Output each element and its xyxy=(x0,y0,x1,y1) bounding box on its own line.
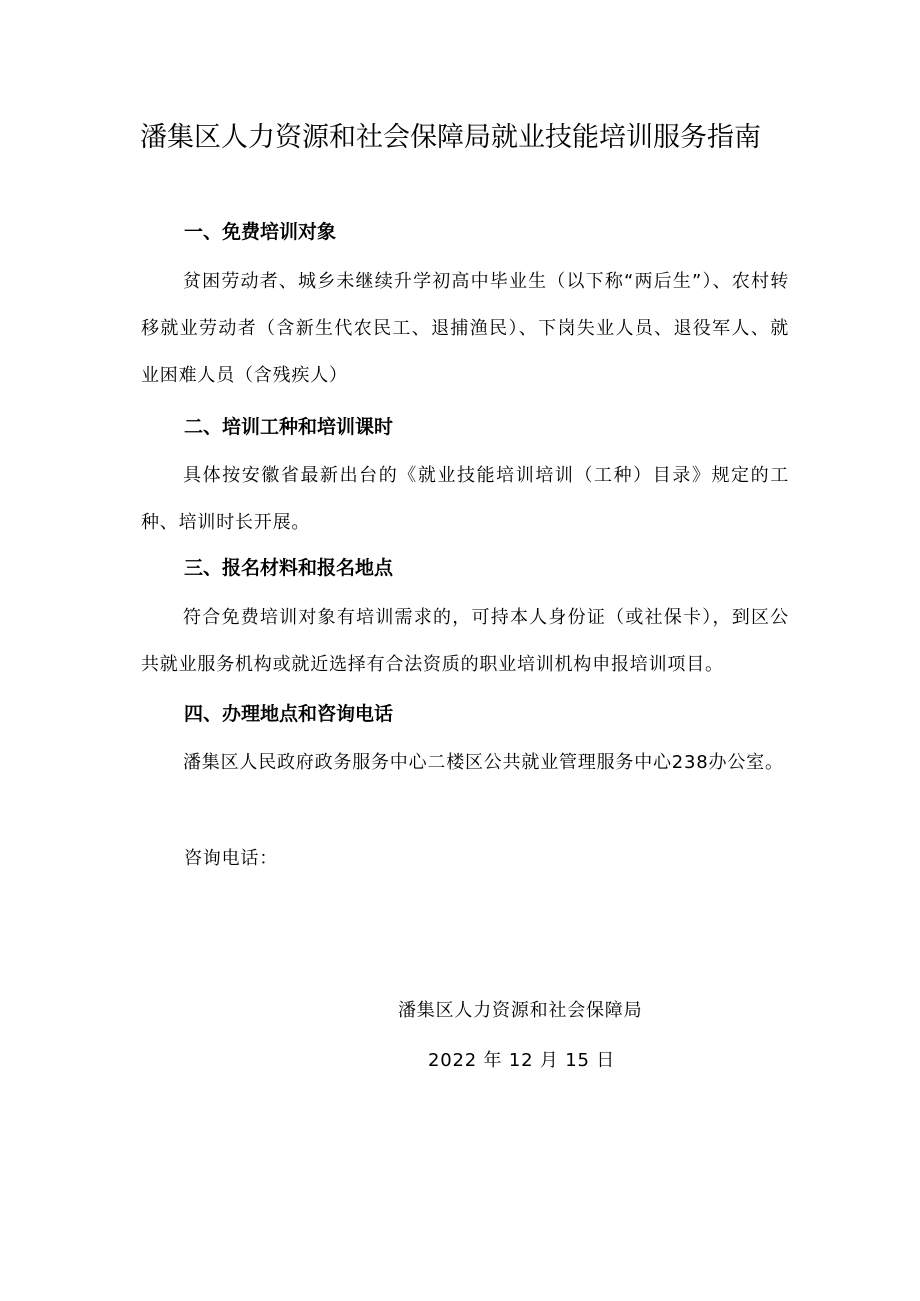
section-heading-3: 三、报名材料和报名地点 xyxy=(184,557,394,579)
signature-org: 潘集区人力资源和社会保障局 xyxy=(398,1000,643,1021)
section-body-2: 具体按安徽省最新出台的《就业技能培训培训（工种）目录》规定的工种、培训时长开展。 xyxy=(141,465,789,533)
section-heading-2: 二、培训工种和培训课时 xyxy=(184,416,394,438)
phone-label: 咨询电话： xyxy=(184,848,278,869)
section-heading-4: 四、办理地点和咨询电话 xyxy=(184,703,394,725)
section-heading-1: 一、免费培训对象 xyxy=(184,221,337,243)
section-body-1: 贫困劳动者、城乡未继续升学初高中毕业生（以下称“两后生”）、农村转移就业劳动者（含新生代农民工、退捕渔民）、下岗失业人员、退役军人、就业困难人员（含残疾人） xyxy=(141,271,789,386)
section-body-4: 潘集区人民政府政务服务中心二楼区公共就业管理服务中心238办公室。 xyxy=(183,752,784,773)
document-title: 潘集区人力资源和社会保障局就业技能培训服务指南 xyxy=(140,122,761,153)
section-body-3: 符合免费培训对象有培训需求的，可持本人身份证（或社保卡），到区公共就业服务机构或就近选择有合法资质的职业培训机构申报培训项目。 xyxy=(141,607,789,675)
signature-date: 2022 年 12 月 15 日 xyxy=(428,1050,616,1071)
